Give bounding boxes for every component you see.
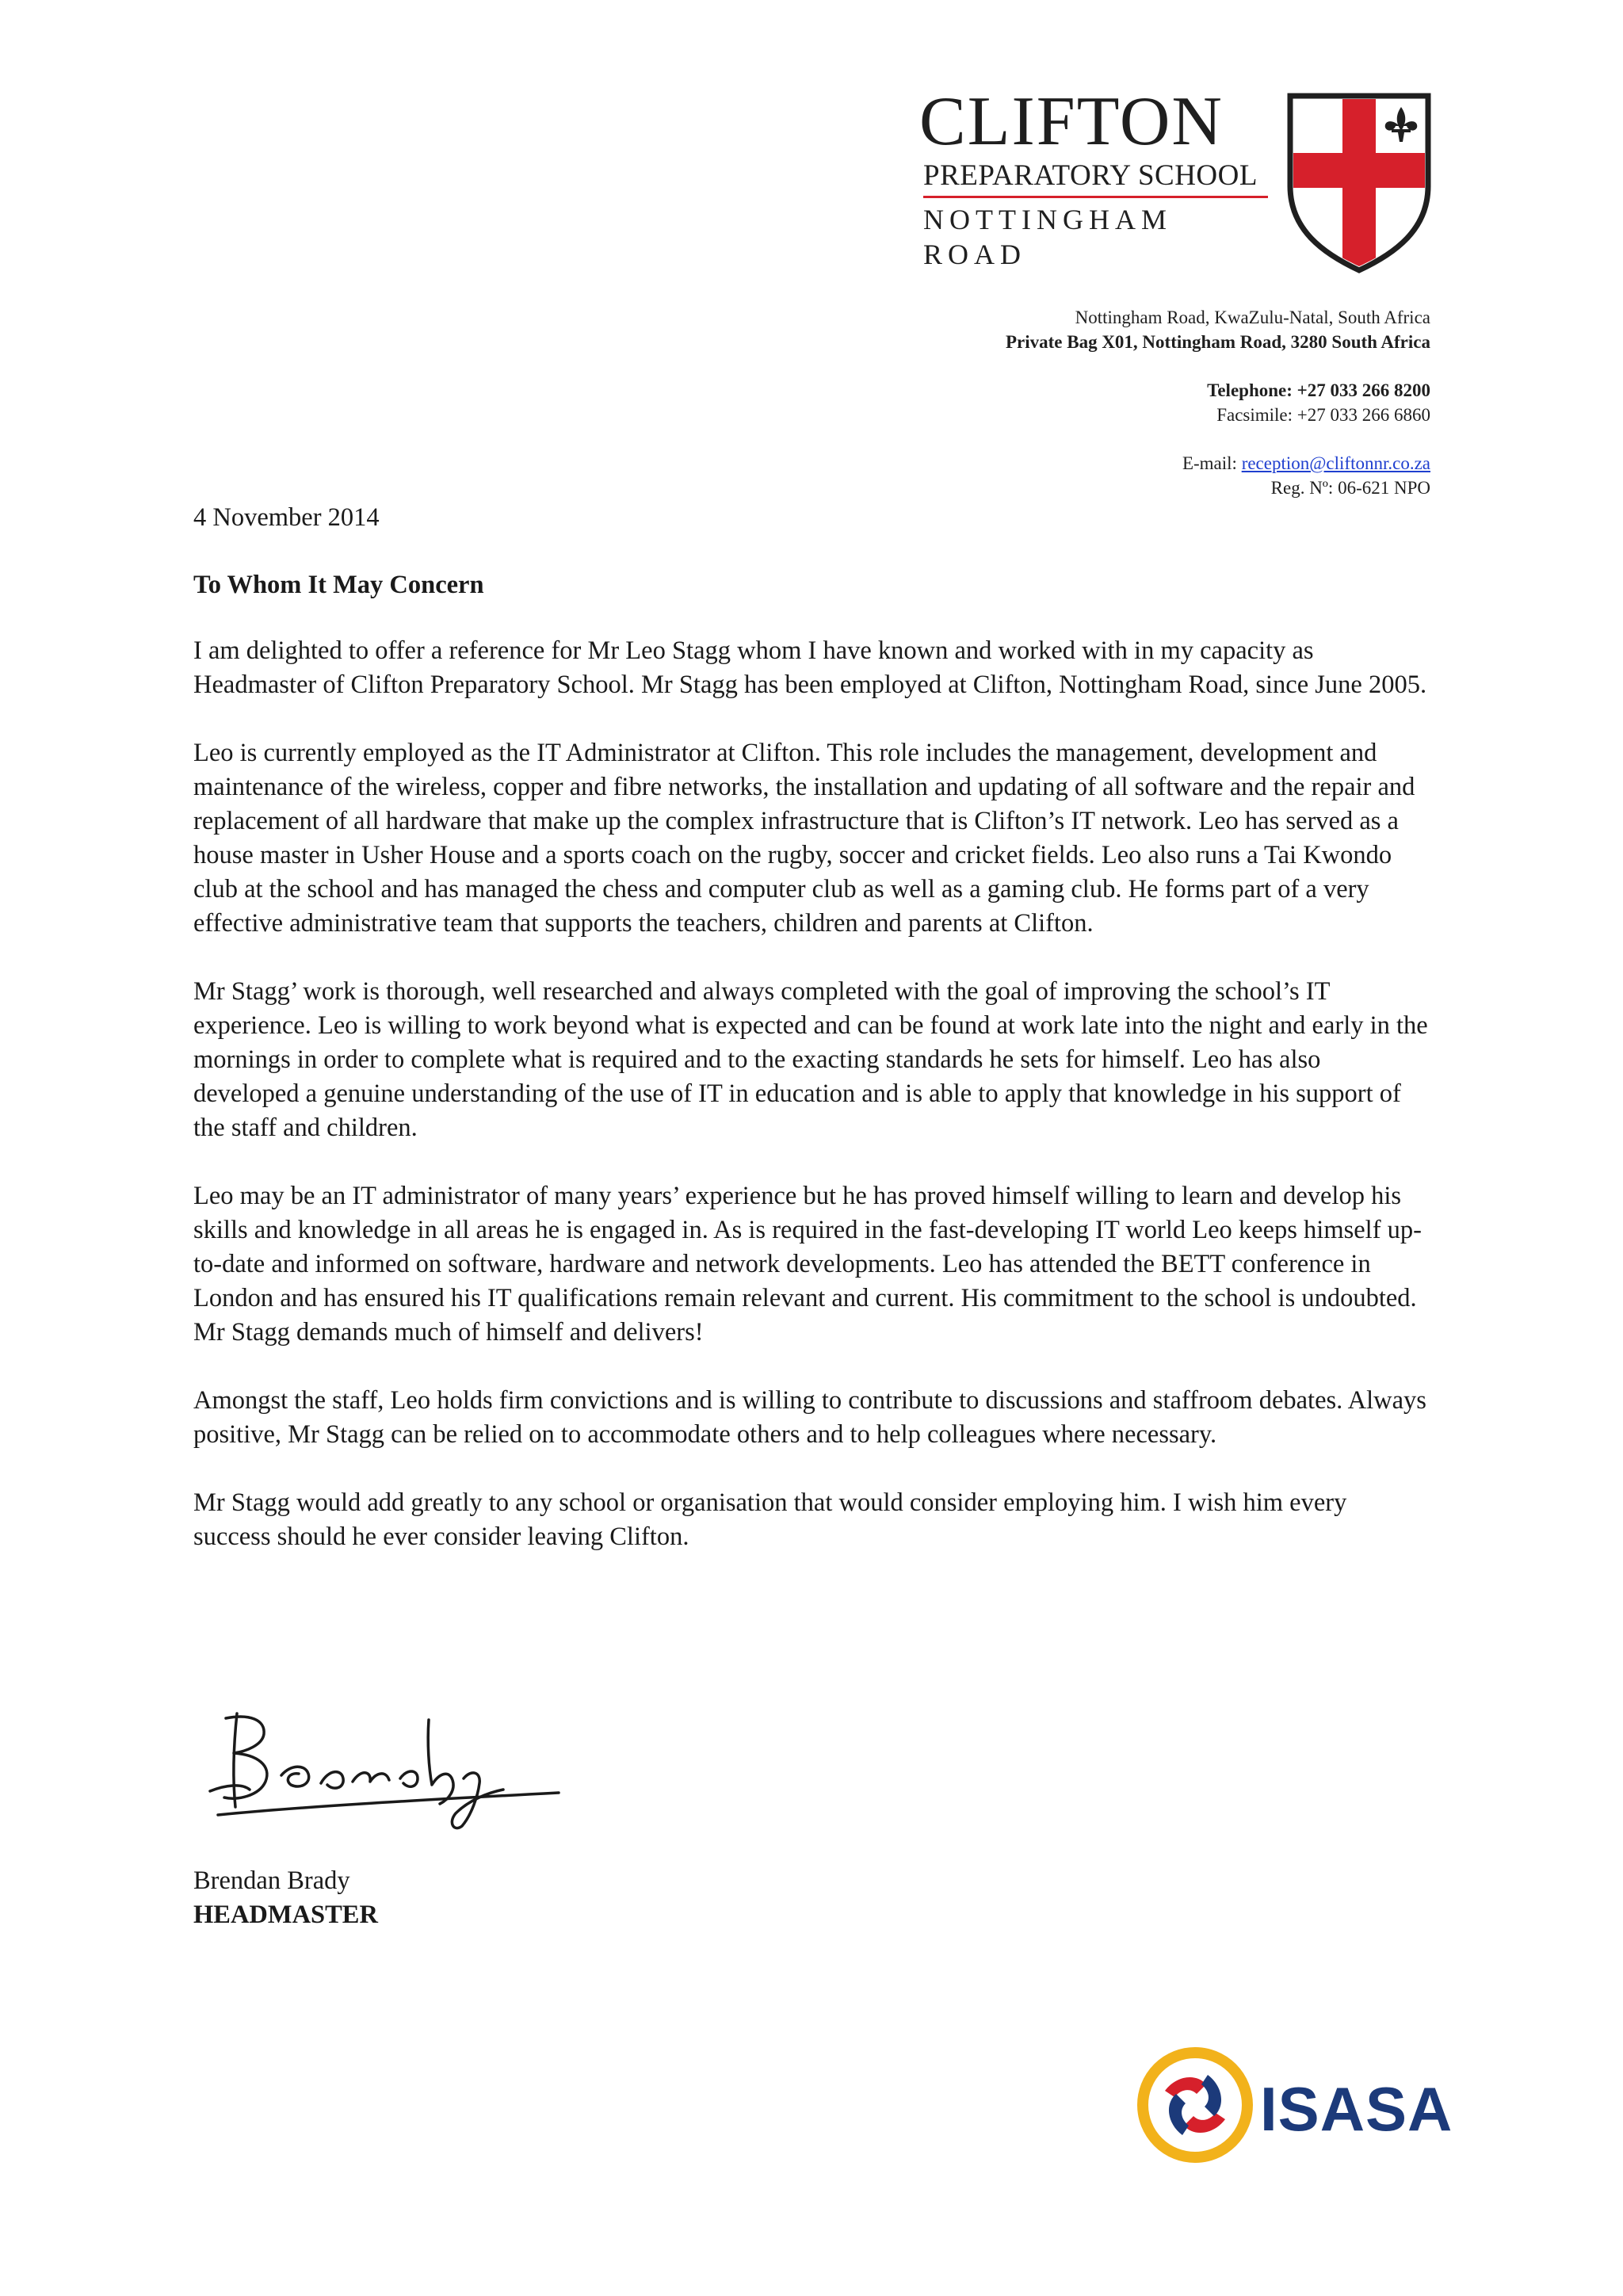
isasa-wordmark: ISASA	[1260, 2074, 1453, 2144]
letter-date: 4 November 2014	[193, 503, 380, 532]
isasa-emblem-icon	[1133, 2043, 1260, 2170]
address-line-2: Private Bag X01, Nottingham Road, 3280 South Africa	[1005, 332, 1430, 352]
paragraph: Mr Stagg would add greatly to any school or organisation that would consider employing him. I wish him every success should he ever consider leaving Clifton.	[193, 1488, 1347, 1551]
email-line	[717, 451, 1430, 476]
letterhead-address	[717, 305, 1430, 500]
signatory-name: Brendan Brady	[193, 1866, 350, 1895]
registration-number: Reg. Nº: 06-621 NPO	[1270, 478, 1430, 498]
school-type: PREPARATORY SCHOOL	[923, 159, 1258, 192]
facsimile: Facsimile: +27 033 266 6860	[1216, 405, 1430, 425]
paragraph: Leo may be an IT administrator of many years’ experience but he has proved himself willing to learn and develop his skills and knowledge in all areas he is engaged in. As is required in the fast-developing IT world Leo keeps himself up-to-date and informed on software, hardware and network developments. Leo has attended the BETT conference in London and has ensured his IT qualifications remain relevant and current. His commitment to the school is undoubted. Mr Stagg demands much of himself and delivers!	[193, 1182, 1422, 1347]
paragraph: Leo is currently employed as the IT Administrator at Clifton. This role includes the management, development and maintenance of the wireless, copper and fibre networks, the installation and updating of all software and the repair and replacement of all hardware that make up the complex infrastructure that is Clifton’s IT network. Leo has served as a house master in Usher House and a sports coach on the rugby, soccer and cricket fields. Leo also runs a Tai Kwondo club at the school and has managed the chess and computer club as well as a gaming club. He forms part of a very effective administrative team that supports the teachers, children and parents at Clifton.	[193, 739, 1415, 938]
school-logo	[919, 83, 1434, 273]
school-name: CLIFTON	[919, 83, 1224, 160]
email-label: E-mail:	[1182, 453, 1242, 473]
email-link[interactable]: reception@cliftonnr.co.za	[1241, 453, 1430, 473]
school-location: NOTTINGHAM ROAD	[923, 204, 1172, 270]
paragraph: Amongst the staff, Leo holds firm convictions and is willing to contribute to discussions and staffroom debates. Always positive, Mr Stagg can be relied on to accommodate others and to help colleagues where necessary.	[193, 1386, 1426, 1449]
school-crest-icon	[1284, 91, 1434, 273]
signoff-block	[193, 1864, 378, 1932]
paragraph: I am delighted to offer a reference for Mr Leo Stagg whom I have known and worked with in my capacity as Headmaster of Clifton Preparatory School. Mr Stagg has been employed at Clifton, Nottingham Road, since June 2005.	[193, 636, 1427, 699]
paragraph: Mr Stagg’ work is thorough, well researched and always completed with the goal of improving the school’s IT experience. Leo is willing to work beyond what is expected and can be found at work late into the night and early in the mornings in order to complete what is required and to the exacting standards he sets for himself. Leo has also developed a genuine understanding of the use of IT in education and is able to apply that knowledge in his support of the staff and children.	[193, 977, 1428, 1142]
address-line-1: Nottingham Road, KwaZulu-Natal, South Africa	[1075, 308, 1430, 327]
signatory-title: HEADMASTER	[193, 1901, 378, 1929]
letter-salutation: To Whom It May Concern	[193, 571, 484, 599]
telephone: Telephone: +27 033 266 8200	[1207, 380, 1430, 400]
isasa-logo	[1133, 2043, 1453, 2170]
wordmark-divider	[923, 196, 1268, 198]
handwritten-signature	[202, 1696, 567, 1835]
letter-body	[193, 634, 1430, 1588]
